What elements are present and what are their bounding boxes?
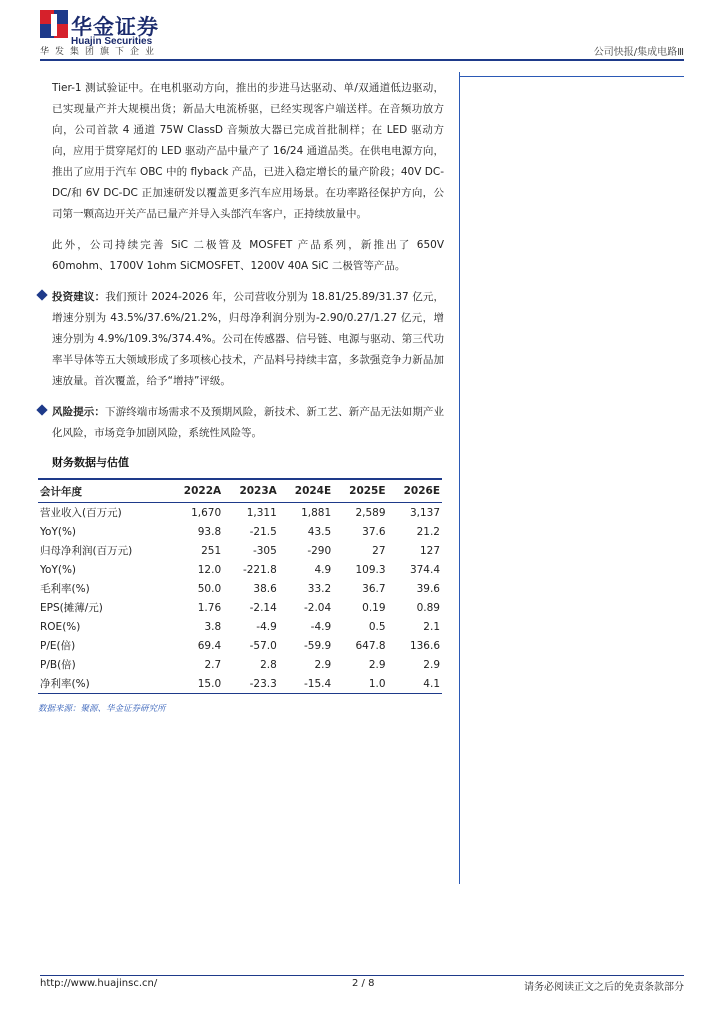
table-cell: 1.76 — [197, 601, 222, 614]
table-cell: 647.8 — [355, 639, 386, 652]
table-row — [38, 560, 442, 579]
paragraph-sic: 此外，公司持续完善 SiC 二极管及 MOSFET 产品系列，新推出了 650V 60mohm、1700V 1ohm SiCMOSFET、1200V 40A SiC 二极管等产品。 — [52, 239, 444, 272]
investment-advice-text: 我们预计 2024-2026 年，公司营收分别为 18.81/25.89/31.37 亿元，增速分别为 43.5%/37.6%/21.2%，归母净利润分别为-2.90/0.27/1.27 亿元，增速分别为 4.9%/109.3%/374.4%。公司在传感器、信号链、电源与驱动、第三代功率半导体等五大领域形成了多项核心技术，产品料号持续丰富，多款强竞争力新品加速放量。首次覆盖，给予“增持”评级。 — [52, 291, 444, 387]
table-row — [38, 674, 442, 694]
page-number: 2 / 8 — [352, 978, 375, 989]
table-cell: YoY(%) — [40, 525, 77, 538]
table-cell: 33.2 — [307, 582, 332, 595]
table-cell: 27 — [372, 544, 386, 557]
financial-table — [38, 478, 442, 694]
table-header-cell: 2025E — [333, 479, 387, 503]
table-cell: -57.0 — [249, 639, 277, 652]
main-content — [38, 78, 445, 714]
table-cell: 归母净利润(百万元) — [40, 545, 133, 557]
logo-text-en: Huajin Securities — [71, 36, 153, 47]
table-cell: 2.9 — [314, 658, 332, 671]
table-header-cell: 2024E — [279, 479, 333, 503]
paragraph-products: Tier-1 测试验证中。在电机驱动方向，推出的步进马达驱动、单/双通道低边驱动，已实现量产并大规模出货；新品大电流桥驱，已经实现客户端送样。在音频功放方向，公司首款 4 通道 75W ClassD 音频放大器已完成首批制样；在 LED 驱动方向，应用于贯穿尾灯的 LED 驱动产品中量产了 16/24 通道品类。在供电电源方向，推出了应用于汽车 OBC 中的 flyback 产品，已进入稳定增长的量产阶段；40V DC-DC/和 6V DC-DC 正加速研发以覆盖更多汽车应用场景。在功率路径保护方向，公司第一颗高边开关产品已量产并导入头部汽车客户，正持续放量中。 — [52, 82, 444, 220]
table-row — [38, 522, 442, 541]
table-header-cell: 2023A — [223, 479, 279, 503]
table-cell: -290 — [307, 544, 332, 557]
table-row — [38, 617, 442, 636]
risk-warning-text: 下游终端市场需求不及预期风险，新技术、新工艺、新产品无法如期产业化风险，市场竞争加剧风险，系统性风险等。 — [52, 406, 445, 439]
table-cell: 2,589 — [355, 506, 386, 519]
table-cell: -221.8 — [242, 563, 277, 576]
table-cell: 2.7 — [204, 658, 222, 671]
table-cell: 4.9 — [314, 563, 332, 576]
investment-advice — [40, 287, 444, 392]
table-cell: P/E(倍) — [40, 640, 76, 652]
table-cell: 251 — [201, 544, 222, 557]
table-cell: 15.0 — [167, 674, 223, 694]
logo-text-cn: 华金证券 — [71, 15, 159, 39]
table-header-row — [38, 479, 442, 503]
table-cell: 2.1 — [423, 620, 440, 633]
table-cell: -21.5 — [249, 525, 277, 538]
table-cell: 2.8 — [260, 658, 277, 671]
table-cell: 毛利率(%) — [40, 583, 90, 595]
table-cell: 1,311 — [246, 506, 277, 519]
risk-warning — [40, 402, 444, 444]
table-cell: 109.3 — [355, 563, 386, 576]
footer-divider — [40, 975, 684, 976]
diamond-bullet-icon — [36, 404, 47, 415]
table-cell: EPS(摊薄/元) — [40, 602, 103, 614]
diamond-bullet-icon — [36, 289, 47, 300]
table-cell: 净利率(%) — [38, 674, 167, 694]
investment-advice-label: 投资建议： — [52, 291, 106, 303]
table-cell: 1,881 — [301, 506, 332, 519]
report-category: 公司快报/集成电路Ⅲ — [593, 47, 684, 58]
table-cell: 3,137 — [409, 506, 440, 519]
table-cell: 1.0 — [333, 674, 387, 694]
table-cell: 127 — [419, 544, 440, 557]
table-cell: 69.4 — [197, 639, 222, 652]
table-cell: 21.2 — [416, 525, 440, 538]
table-cell: 3.8 — [204, 620, 222, 633]
table-row — [38, 503, 442, 523]
financial-table-title: 财务数据与估值 — [52, 456, 129, 469]
table-cell: 37.6 — [362, 525, 386, 538]
table-cell: 1,670 — [191, 506, 222, 519]
data-source: 数据来源：聚源、华金证券研究所 — [38, 704, 166, 714]
website-link[interactable]: http://www.huajinsc.cn/ — [40, 978, 158, 989]
table-cell: 2.9 — [423, 658, 440, 671]
sidebar-top-rule — [459, 76, 684, 77]
table-row — [38, 655, 442, 674]
table-cell: 136.6 — [409, 639, 440, 652]
table-cell: 38.6 — [253, 582, 277, 595]
table-cell: 0.19 — [362, 601, 386, 614]
table-cell: 0.89 — [416, 601, 440, 614]
table-cell: 374.4 — [409, 563, 440, 576]
table-cell: -15.4 — [279, 674, 333, 694]
table-header-cell: 2022A — [167, 479, 223, 503]
table-header-cell: 会计年度 — [38, 479, 167, 503]
group-tagline: 华发集团旗下企业 — [40, 47, 161, 57]
table-cell: -305 — [252, 544, 277, 557]
table-cell: 营业收入(百万元) — [40, 507, 122, 519]
table-cell: 43.5 — [307, 525, 332, 538]
table-cell: -4.9 — [310, 620, 332, 633]
table-cell: 93.8 — [197, 525, 222, 538]
table-cell: ROE(%) — [40, 620, 81, 633]
table-cell: -2.04 — [304, 601, 332, 614]
table-cell: 4.1 — [388, 674, 442, 694]
table-cell: -59.9 — [304, 639, 332, 652]
logo-mark-icon — [40, 10, 68, 40]
column-divider — [459, 72, 460, 884]
table-cell: 2.9 — [368, 658, 386, 671]
table-cell: 39.6 — [416, 582, 440, 595]
table-body — [38, 503, 442, 694]
table-cell: 12.0 — [197, 563, 222, 576]
table-cell: 0.5 — [368, 620, 386, 633]
disclaimer-note: 请务必阅读正文之后的免责条款部分 — [524, 982, 684, 993]
table-cell: 50.0 — [197, 582, 222, 595]
table-cell: -2.14 — [249, 601, 277, 614]
table-cell: -23.3 — [223, 674, 279, 694]
table-cell: -4.9 — [256, 620, 277, 633]
table-row — [38, 598, 442, 617]
table-cell: YoY(%) — [40, 563, 77, 576]
table-cell: 36.7 — [362, 582, 386, 595]
table-row — [38, 541, 442, 560]
table-cell: P/B(倍) — [40, 659, 76, 671]
risk-warning-label: 风险提示： — [52, 406, 105, 418]
table-row — [38, 636, 442, 655]
header-divider — [40, 59, 684, 61]
table-row — [38, 579, 442, 598]
table-header-cell: 2026E — [388, 479, 442, 503]
